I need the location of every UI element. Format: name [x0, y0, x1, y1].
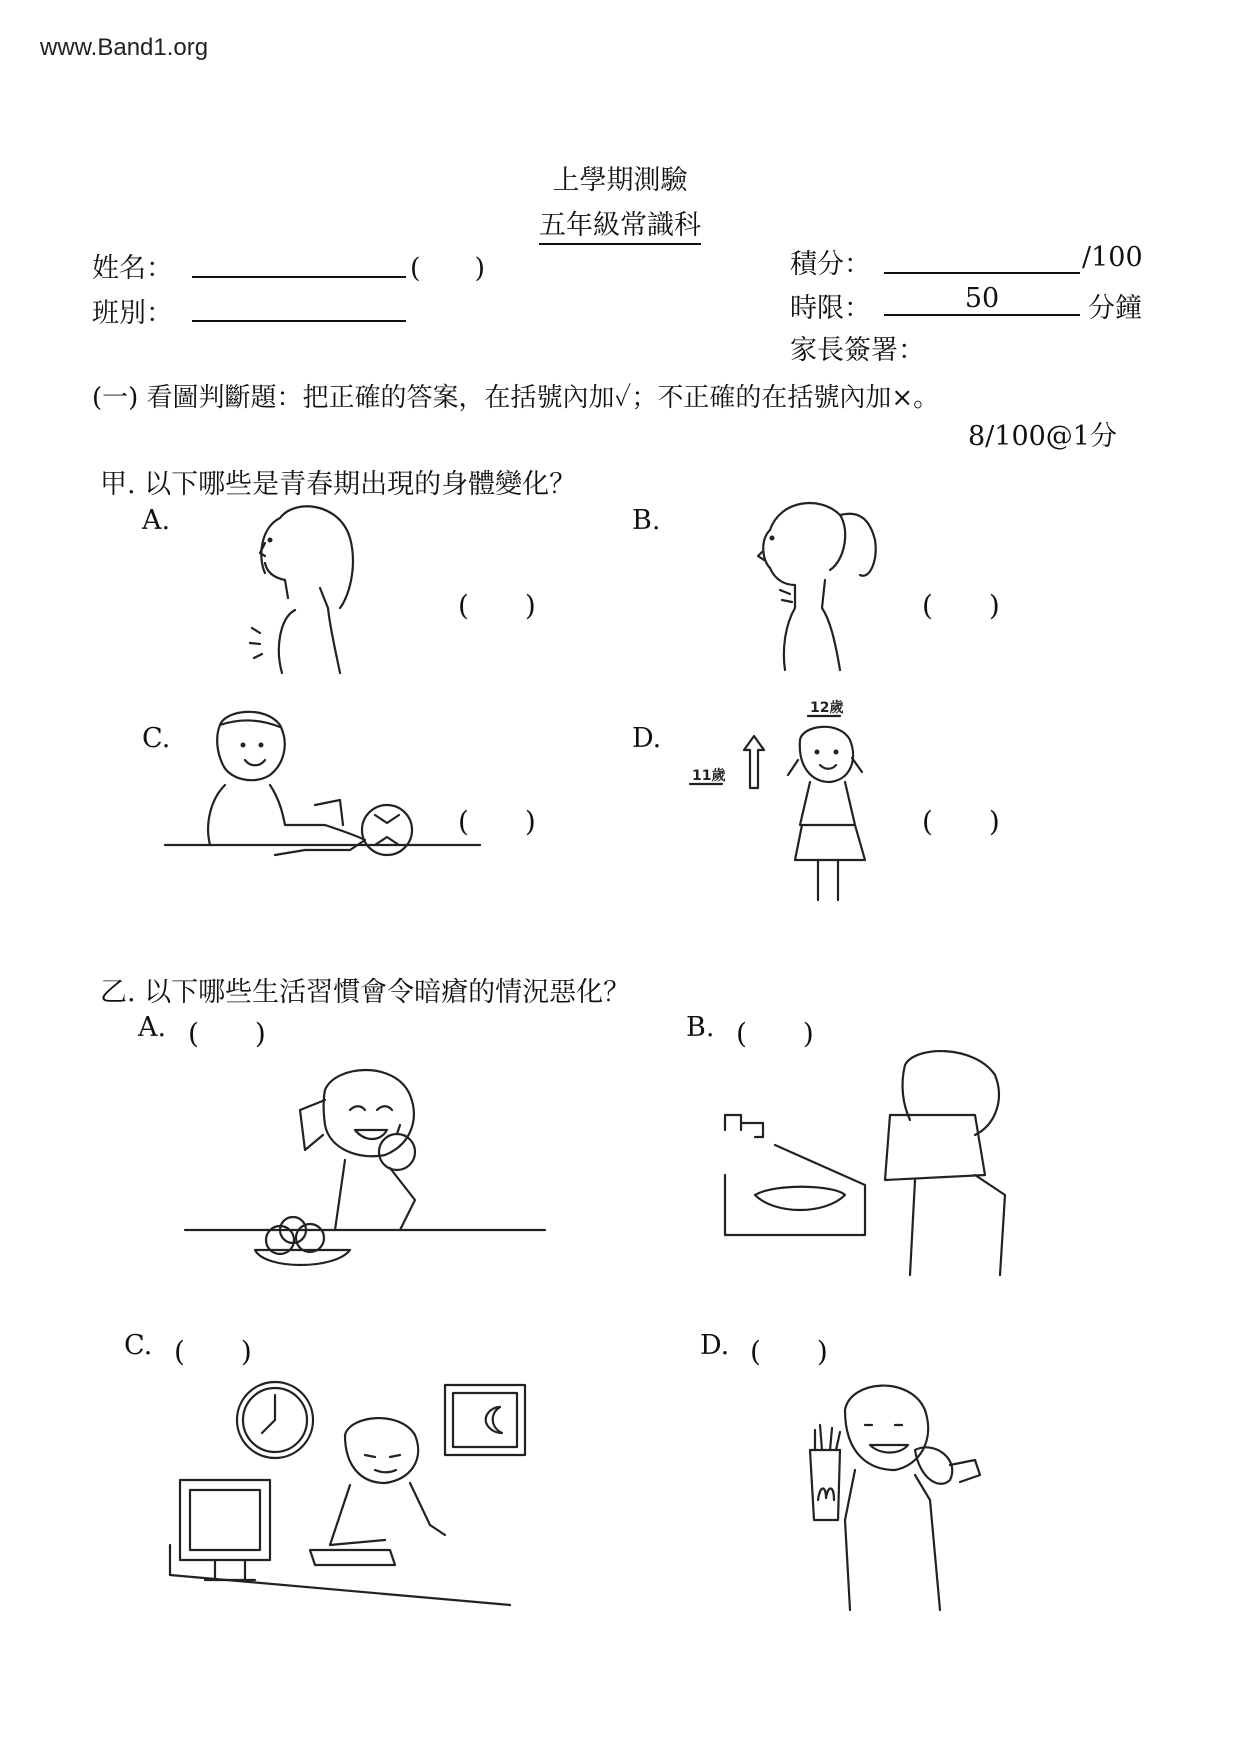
class-line	[192, 320, 406, 322]
score-label: 積分：	[790, 249, 871, 280]
boy-using-computer-late-illustration	[170, 1375, 530, 1605]
time-unit: 分鐘	[1088, 293, 1142, 324]
class-number-paren: ( )	[410, 253, 486, 284]
boy-washing-face-illustration	[715, 1045, 1035, 1275]
girl-growing-taller-illustration	[690, 700, 880, 910]
age-11-label: 11歲	[692, 768, 726, 784]
partA-item-A-label: A.	[142, 505, 171, 536]
partB-item-C-answer[interactable]: ( )	[174, 1335, 252, 1368]
partA-item-C-label: C.	[142, 723, 171, 754]
watermark: www.Band1.org	[40, 34, 209, 61]
section1-instruction: (一) 看圖判斷題：把正確的答案，在括號內加✓；不正確的在括號內加×。	[92, 383, 940, 413]
class-label: 班別：	[92, 298, 173, 329]
boy-eating-fast-food-illustration	[800, 1370, 1020, 1610]
partB-item-C-label: C.	[124, 1330, 153, 1361]
partA-question: 甲. 以下哪些是青春期出現的身體變化？	[100, 469, 577, 500]
girl-eating-fruit-illustration	[185, 1060, 545, 1280]
time-label: 時限：	[790, 293, 871, 324]
partB-item-B-answer[interactable]: ( )	[736, 1017, 814, 1050]
exam-title: 上學期測驗	[552, 165, 688, 196]
partB-item-B-label: B.	[686, 1012, 715, 1043]
partA-item-D-answer[interactable]: ( )	[922, 805, 1000, 838]
partA-item-D-label: D.	[632, 723, 662, 754]
boy-injured-leg-illustration	[165, 705, 485, 895]
score-line	[884, 272, 1080, 274]
partB-item-A-label: A.	[138, 1012, 167, 1043]
partA-item-A-answer[interactable]: ( )	[458, 589, 536, 622]
girl-chest-illustration	[240, 498, 360, 678]
partA-item-B-answer[interactable]: ( )	[922, 589, 1000, 622]
girl-neck-illustration	[750, 490, 880, 680]
section1-marks: 8/100@1分	[968, 421, 1117, 452]
exam-subtitle: 五年級常識科	[0, 203, 1240, 242]
name-label: 姓名：	[92, 253, 173, 284]
parent-signature-label: 家長簽署：	[790, 335, 925, 366]
partA-item-B-label: B.	[632, 505, 661, 536]
partB-item-D-answer[interactable]: ( )	[750, 1335, 828, 1368]
partB-item-A-answer[interactable]: ( )	[188, 1017, 266, 1050]
age-12-label: 12歲	[810, 700, 844, 716]
time-value: 50	[884, 284, 1080, 316]
score-total: /100	[1082, 242, 1143, 273]
partB-item-D-label: D.	[700, 1330, 730, 1361]
partB-question: 乙. 以下哪些生活習慣會令暗瘡的情況惡化？	[100, 977, 631, 1008]
partA-item-C-answer[interactable]: ( )	[458, 805, 536, 838]
name-line	[192, 276, 406, 278]
